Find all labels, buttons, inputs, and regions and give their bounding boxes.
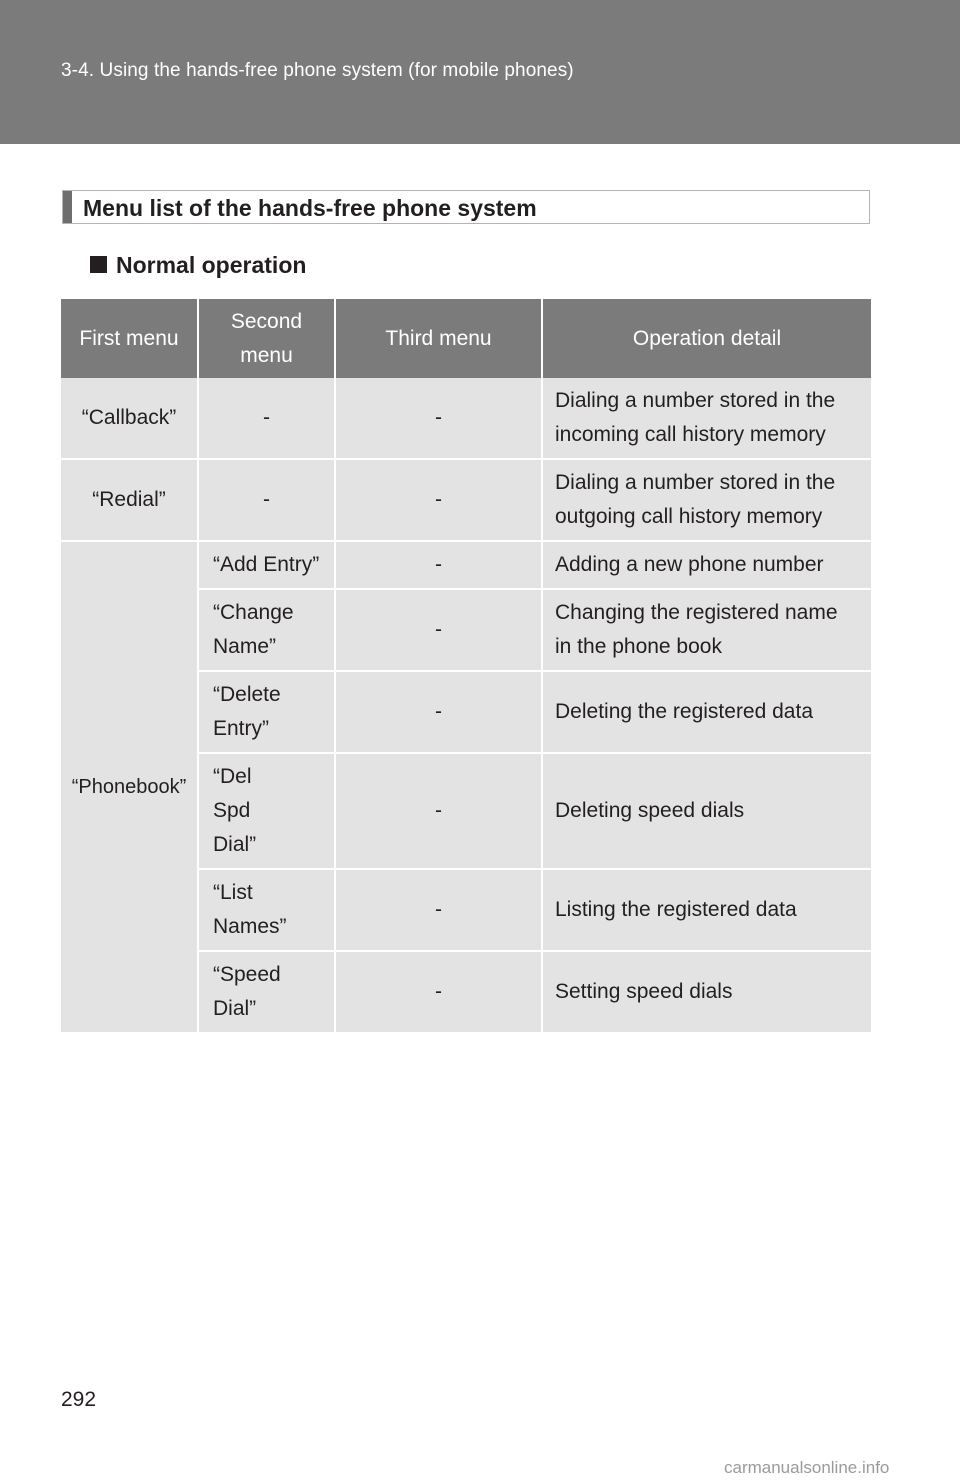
operation-detail-cell: Dialing a number stored in the outgoing call history memory xyxy=(542,459,871,541)
operation-detail-cell: Dialing a number stored in the incoming call history memory xyxy=(542,378,871,459)
operation-detail-cell: Deleting speed dials xyxy=(542,753,871,869)
third-menu-cell: - xyxy=(335,541,542,589)
operation-detail-cell: Deleting the registered data xyxy=(542,671,871,753)
subheading-text: Normal operation xyxy=(116,252,307,278)
chapter-title: 3-4. Using the hands-free phone system (for mobile phones) xyxy=(61,60,574,81)
operation-detail-cell: Changing the registered name in the phone book xyxy=(542,589,871,671)
second-menu-cell: - xyxy=(198,459,335,541)
table-row xyxy=(61,378,871,459)
operation-detail-cell: Listing the registered data xyxy=(542,869,871,951)
table-header-row xyxy=(61,299,871,378)
operation-detail-cell: Setting speed dials xyxy=(542,951,871,1033)
first-menu-cell: “Redial” xyxy=(61,459,198,541)
third-menu-cell: - xyxy=(335,671,542,753)
section-marker-bar xyxy=(63,191,72,223)
column-header: Operation detail xyxy=(542,299,871,378)
first-menu-cell: “Callback” xyxy=(61,378,198,459)
second-menu-cell: - xyxy=(198,378,335,459)
second-menu-cell: “Del Spd Dial” xyxy=(198,753,335,869)
table-row xyxy=(61,541,871,589)
second-menu-cell: “Speed Dial” xyxy=(198,951,335,1033)
section-title-box xyxy=(62,190,870,224)
table-row xyxy=(61,459,871,541)
section-title: Menu list of the hands-free phone system xyxy=(83,195,537,221)
third-menu-cell: - xyxy=(335,459,542,541)
third-menu-cell: - xyxy=(335,869,542,951)
second-menu-cell: “List Names” xyxy=(198,869,335,951)
operation-detail-cell: Adding a new phone number xyxy=(542,541,871,589)
third-menu-cell: - xyxy=(335,951,542,1033)
column-header: Third menu xyxy=(335,299,542,378)
menu-table xyxy=(61,299,871,1034)
column-header: Second menu xyxy=(198,299,335,378)
second-menu-cell: “Change Name” xyxy=(198,589,335,671)
subheading xyxy=(90,252,306,279)
second-menu-cell: “Delete Entry” xyxy=(198,671,335,753)
first-menu-cell: “Phonebook” xyxy=(61,541,198,1033)
third-menu-cell: - xyxy=(335,589,542,671)
page-number: 292 xyxy=(61,1388,97,1411)
second-menu-cell: “Add Entry” xyxy=(198,541,335,589)
watermark: carmanualsonline.info xyxy=(724,1458,890,1477)
third-menu-cell: - xyxy=(335,753,542,869)
third-menu-cell: - xyxy=(335,378,542,459)
column-header: First menu xyxy=(61,299,198,378)
square-bullet-icon xyxy=(90,256,107,273)
header-band xyxy=(0,0,960,144)
